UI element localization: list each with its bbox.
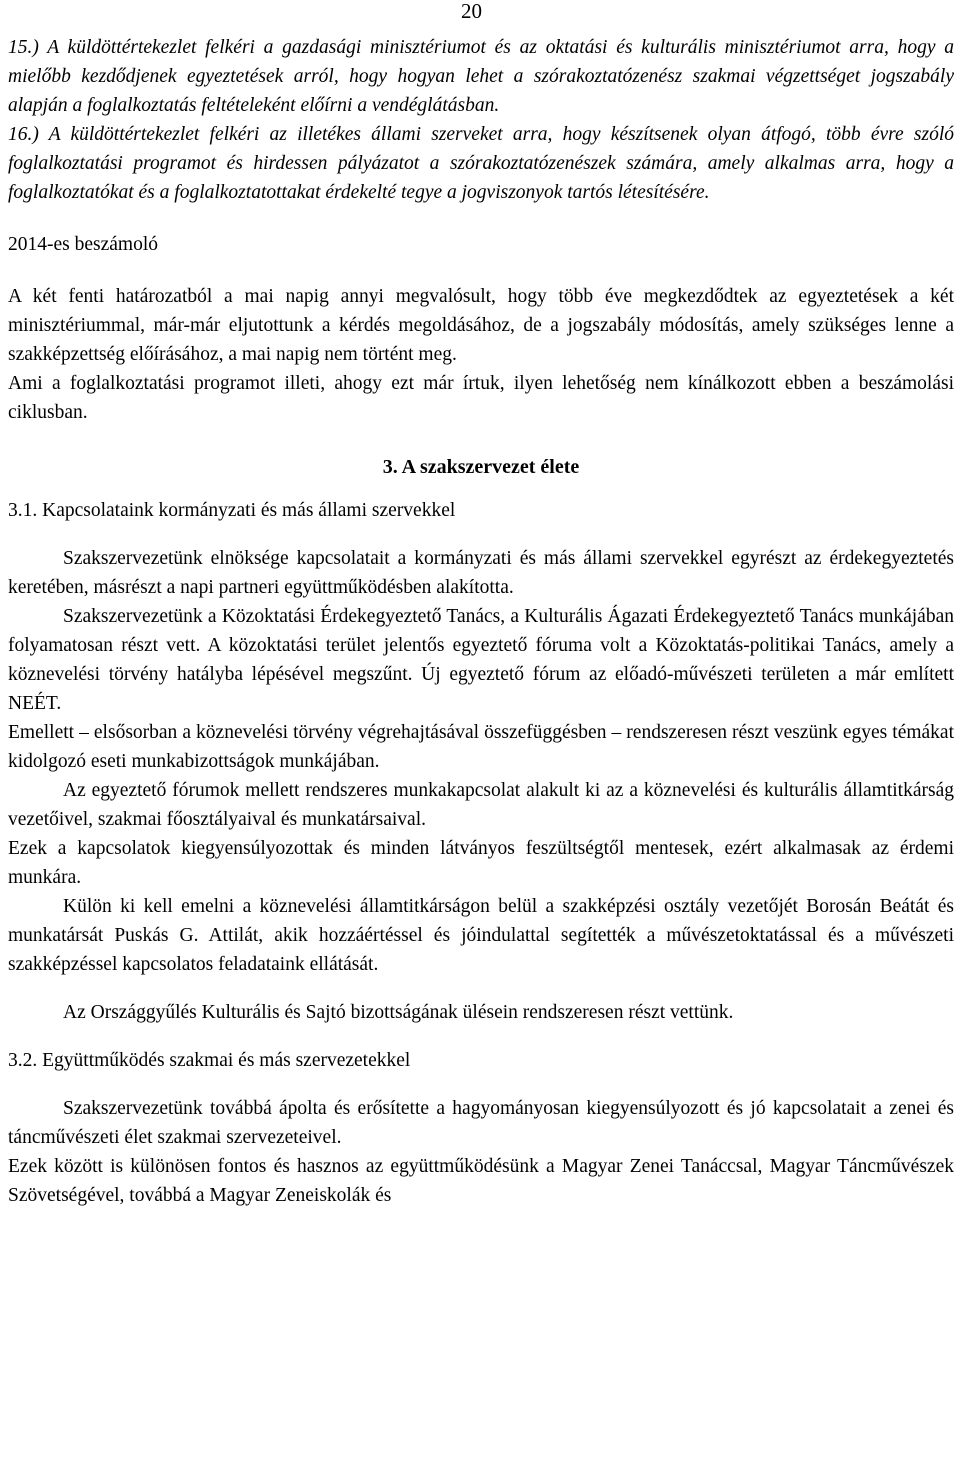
resolution-15: 15.) A küldöttértekezlet felkéri a gazdasági minisztériumot és az oktatási és kulturális minisztériumot arra, hogy a mielőbb kezdődjenek egyeztetések arról, hogy hogyan lehet a szórakoztatózenész szakmai végzettséget jogszabály alapján a foglalkoztatás feltételeként előírni a vendéglátásban. xyxy=(8,37,954,116)
document-body xyxy=(8,33,954,1210)
report-paragraph-1: A két fenti határozatból a mai napig annyi megvalósult, hogy több éve megkezdődtek az egyeztetések a két minisztériummal, már-már eljutottunk a kérdés megoldásához, de a jogszabály módosítás, amely szükséges lenne a szakképzettség előírásához, a mai napig nem történt meg. xyxy=(8,286,954,365)
subsection-3-1-paragraph: Emellett – elsősorban a köznevelési törvény végrehajtásával összefüggésben – rendszeresen részt veszünk egyes témákat kidolgozó eseti munkabizottságok munkájában. xyxy=(8,722,954,772)
subsection-3-1-title: 3.1. Kapcsolataink kormányzati és más állami szervekkel xyxy=(8,500,456,521)
subsection-3-1-paragraph: Szakszervezetünk a Közoktatási Érdekegyeztető Tanács, a Kulturális Ágazati Érdekegyeztető Tanács munkájában folyamatosan részt vett. A közoktatási terület jelentős egyeztető fóruma volt a Közoktatás-politikai Tanács, amely a köznevelési törvény hatályba lépésével megszűnt. Új egyeztető fórum az előadó-művészeti területen a már említett NEÉT. xyxy=(8,606,954,714)
subsection-3-1-paragraph: Szakszervezetünk elnöksége kapcsolatait a kormányzati és más állami szervekkel egyrészt az érdekegyeztetés keretében, másrészt a napi partneri együttműködésben alakította. xyxy=(8,548,954,598)
report-title: 2014-es beszámoló xyxy=(8,234,159,255)
resolution-16: 16.) A küldöttértekezlet felkéri az illetékes állami szerveket arra, hogy készítsenek olyan átfogó, több évre szóló foglalkoztatási programot és hirdessen pályázatot a szórakoztatózenészek számára, amely alkalmas arra, hogy a foglalkoztatókat és a foglalkoztatottakat érdekelté tegye a jogviszonyok tartós létesítésére. xyxy=(8,124,954,203)
subsection-3-2-paragraph: Ezek között is különösen fontos és hasznos az együttműködésünk a Magyar Zenei Tanáccsal, Magyar Táncművészek Szövetségével, továbbá a Magyar Zeneiskolák és xyxy=(8,1156,954,1206)
subsection-3-1-paragraph: Külön ki kell emelni a köznevelési államtitkárságon belül a szakképzési osztály vezetőjét Borosán Beátát és munkatársát Puskás G. Attilát, akik hozzáértéssel és jóindulattal segítették a művészetoktatással és a művészeti szakképzéssel kapcsolatos feladataink ellátását. xyxy=(8,896,954,975)
subsection-3-2-title: 3.2. Együttműködés szakmai és más szervezetekkel xyxy=(8,1050,411,1071)
page-number: 20 xyxy=(461,0,482,23)
subsection-3-1-paragraph: Ezek a kapcsolatok kiegyensúlyozottak és minden látványos feszültségtől mentesek, ezért alkalmasak az érdemi munkára. xyxy=(8,838,954,888)
subsection-3-1-paragraph: Az egyeztető fórumok mellett rendszeres munkakapcsolat alakult ki az a köznevelési és kulturális államtitkárság vezetőivel, szakmai főosztályaival és munkatársaival. xyxy=(8,780,954,830)
report-paragraph-2: Ami a foglalkoztatási programot illeti, ahogy ezt már írtuk, ilyen lehetőség nem kínálkozott ebben a beszámolási ciklusban. xyxy=(8,373,954,423)
section-heading: 3. A szakszervezet élete xyxy=(382,456,580,478)
subsection-3-2-paragraph: Szakszervezetünk továbbá ápolta és erősítette a hagyományosan kiegyensúlyozott és jó kapcsolatait a zenei és táncművészeti élet szakmai szervezeteivel. xyxy=(8,1098,954,1148)
subsection-3-1-paragraph: Az Országgyűlés Kulturális és Sajtó bizottságának ülésein rendszeresen részt vettünk. xyxy=(63,1002,734,1023)
